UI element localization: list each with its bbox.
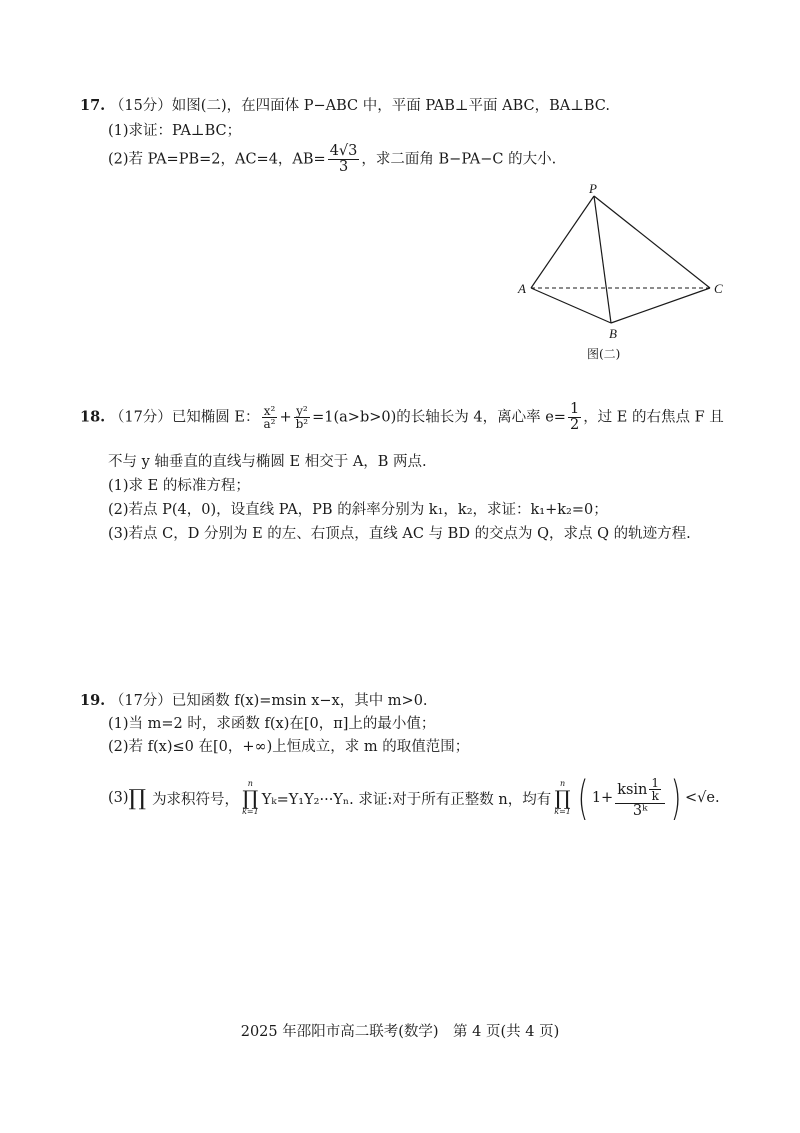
q18-stem-line bbox=[80, 402, 724, 433]
inner-num-a: ksin bbox=[617, 781, 648, 798]
page-footer: 2025 年邵阳市高二联考(数学) 第 4 页(共 4 页) bbox=[240, 1024, 560, 1040]
label-c: C bbox=[714, 281, 723, 296]
q17-score: （15分） bbox=[109, 98, 172, 114]
plus-sign: + bbox=[279, 409, 292, 426]
edge-ab bbox=[531, 288, 611, 323]
prod-top-1: n bbox=[247, 778, 253, 788]
edge-pb bbox=[594, 196, 611, 323]
e-fraction bbox=[568, 402, 581, 433]
q18-post: ，过 E 的右焦点 F 且 bbox=[583, 409, 724, 426]
q18-part3: (3)若点 C，D 分别为 E 的左、右顶点，直线 AC 与 BD 的交点为 Q，求点 Q 的轨迹方程. bbox=[108, 526, 691, 542]
inner-denominator: 3ᵏ bbox=[632, 802, 648, 819]
prod-symbol-2: ∏ bbox=[554, 785, 571, 810]
product-symbol: ∏ bbox=[128, 785, 147, 811]
inner-numerator bbox=[615, 777, 665, 804]
b2: b² bbox=[295, 417, 309, 432]
e-denominator: 2 bbox=[569, 417, 580, 434]
one-over-k bbox=[649, 777, 661, 803]
q19-part3-b: 为求积符号， bbox=[152, 791, 240, 808]
label-b: B bbox=[609, 326, 617, 341]
ab-numerator: 4√3 bbox=[329, 143, 358, 159]
q17-part2-line bbox=[108, 144, 556, 175]
q19-part2: (2)若 f(x)≤0 在[0，+∞)上恒成立，求 m 的取值范围； bbox=[108, 739, 470, 755]
product-notation-1 bbox=[242, 780, 259, 817]
x2-over-a2 bbox=[262, 405, 278, 431]
right-paren: ) bbox=[670, 771, 682, 825]
q19-part3-end: <√e. bbox=[685, 790, 720, 806]
left-paren: ( bbox=[577, 771, 589, 825]
product-notation-2 bbox=[554, 780, 571, 817]
q17-stem-line bbox=[80, 94, 610, 115]
q18-score: （17分） bbox=[109, 409, 172, 426]
q17-part1: (1)求证：PA⊥BC； bbox=[108, 123, 242, 139]
a2: a² bbox=[263, 417, 276, 432]
q19-part1: (1)当 m=2 时，求函数 f(x)在[0，π]上的最小值； bbox=[108, 716, 436, 732]
q19-stem: 已知函数 f(x)=msin x−x，其中 m>0. bbox=[171, 693, 428, 709]
inner-fraction bbox=[615, 777, 665, 819]
label-a: A bbox=[518, 281, 526, 296]
label-p: P bbox=[589, 181, 597, 196]
q19-score: （17分） bbox=[109, 693, 172, 709]
prod-symbol-1: ∏ bbox=[242, 785, 259, 810]
q18-line2: 不与 y 轴垂直的直线与椭圆 E 相交于 A，B 两点. bbox=[108, 454, 427, 470]
prod-bottom-1: k=1 bbox=[242, 807, 259, 817]
q19-part3-a: (3) bbox=[108, 790, 129, 806]
y2: y² bbox=[294, 405, 311, 419]
inner-one-plus: 1+ bbox=[591, 790, 614, 806]
q17-stem: 如图(二)，在四面体 P−ABC 中，平面 PAB⊥平面 ABC，BA⊥BC. bbox=[171, 98, 610, 114]
prod-bottom-2: k=1 bbox=[554, 807, 571, 817]
edge-pc bbox=[594, 196, 710, 288]
q18-part2: (2)若点 P(4，0)，设直线 PA，PB 的斜率分别为 k₁，k₂，求证：k₁+k₂=0； bbox=[108, 502, 608, 518]
ab-fraction bbox=[328, 144, 360, 175]
q19-part3-line bbox=[108, 768, 720, 828]
one-over-k-den: k bbox=[651, 789, 659, 804]
x2: x² bbox=[262, 405, 278, 419]
q17-part2-pre: (2)若 PA=PB=2，AC=4，AB= bbox=[108, 151, 326, 168]
q19-stem-line bbox=[80, 689, 428, 710]
ab-denominator: 3 bbox=[338, 159, 349, 176]
q18-part1: (1)求 E 的标准方程； bbox=[108, 478, 250, 494]
e-numerator: 1 bbox=[569, 401, 580, 417]
q18-pre: 已知椭圆 E： bbox=[171, 409, 260, 426]
edge-bc bbox=[611, 288, 710, 323]
q17-part2-post: ，求二面角 B−PA−C 的大小. bbox=[361, 151, 557, 168]
q18-number: 18. bbox=[80, 408, 106, 426]
figure-caption: 图(二) bbox=[587, 347, 621, 361]
tetrahedron-figure bbox=[505, 180, 735, 370]
edge-pa bbox=[531, 196, 594, 288]
one-over-k-num: 1 bbox=[651, 775, 660, 790]
q18-cond: =1(a>b>0)的长轴长为 4，离心率 e= bbox=[312, 409, 566, 426]
q19-number: 19. bbox=[80, 692, 106, 709]
q19-part3-c: Yₖ=Y₁Y₂···Yₙ. 求证:对于所有正整数 n，均有 bbox=[261, 791, 552, 808]
q17-number: 17. bbox=[80, 97, 106, 114]
y2-over-b2 bbox=[294, 405, 311, 431]
prod-top-2: n bbox=[559, 778, 566, 788]
